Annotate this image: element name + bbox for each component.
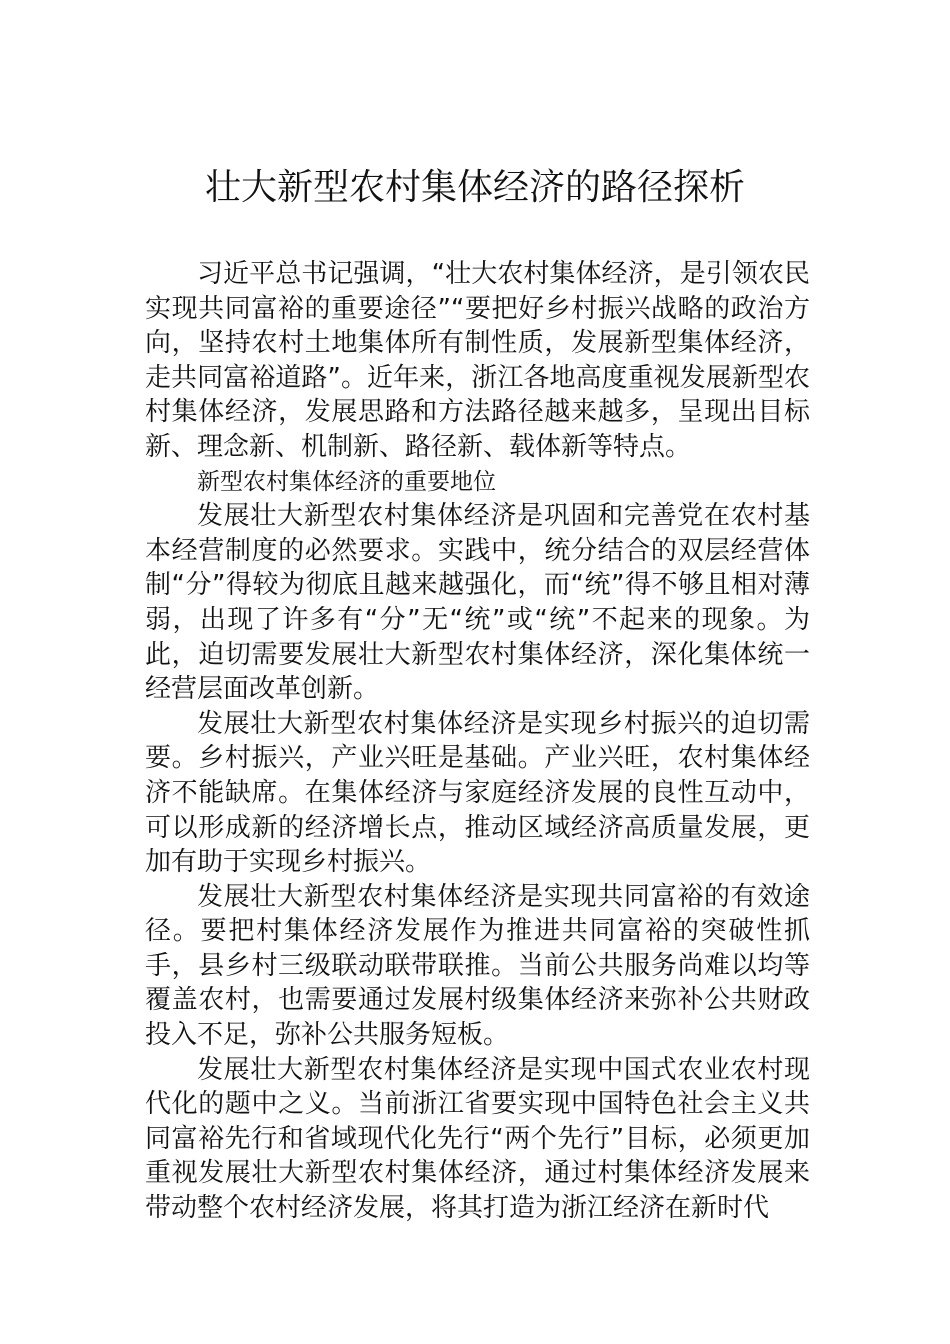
document-body [145, 257, 810, 1226]
section-paragraph-1: 发展壮大新型农村集体经济是巩固和完善党在农村基本经营制度的必然要求。实践中，统分结合的双层经营体制“分”得较为彻底且越来越强化，而“统”得不够且相对薄弱，出现了许多有“分”无“统”或“统”不起来的现象。为此，迫切需要发展壮大新型农村集体经济，深化集体统一经营层面改革创新。 [145, 501, 810, 705]
section-paragraph-4: 发展壮大新型农村集体经济是实现中国式农业农村现代化的题中之义。当前浙江省要实现中国特色社会主义共同富裕先行和省域现代化先行“两个先行”目标，必须更加重视发展壮大新型农村集体经济，通过村集体经济发展来带动整个农村经济发展，将其打造为浙江经济在新时代 [145, 1054, 810, 1224]
intro-paragraph: 习近平总书记强调，“壮大农村集体经济，是引领农民实现共同富裕的重要途径”“要把好乡村振兴战略的政治方向，坚持农村土地集体所有制性质，发展新型集体经济，走共同富裕道路”。近年来，浙江各地高度重视发展新型农村集体经济，发展思路和方法路径越来越多，呈现出目标新、理念新、机制新、路径新、载体新等特点。 [145, 259, 810, 462]
document-title: 壮大新型农村集体经济的路径探析 [204, 167, 745, 208]
section-paragraph-2: 发展壮大新型农村集体经济是实现乡村振兴的迫切需要。乡村振兴，产业兴旺是基础。产业兴旺，农村集体经济不能缺席。在集体经济与家庭经济发展的良性互动中，可以形成新的经济增长点，推动区域经济高质量发展，更加有助于实现乡村振兴。 [145, 708, 810, 878]
section-paragraph-3: 发展壮大新型农村集体经济是实现共同富裕的有效途径。要把村集体经济发展作为推进共同富裕的突破性抓手，县乡村三级联动联带联推。当前公共服务尚难以均等覆盖农村，也需要通过发展村级集体经济来弥补公共财政投入不足，弥补公共服务短板。 [145, 881, 810, 1051]
section-heading: 新型农村集体经济的重要地位 [197, 468, 496, 495]
